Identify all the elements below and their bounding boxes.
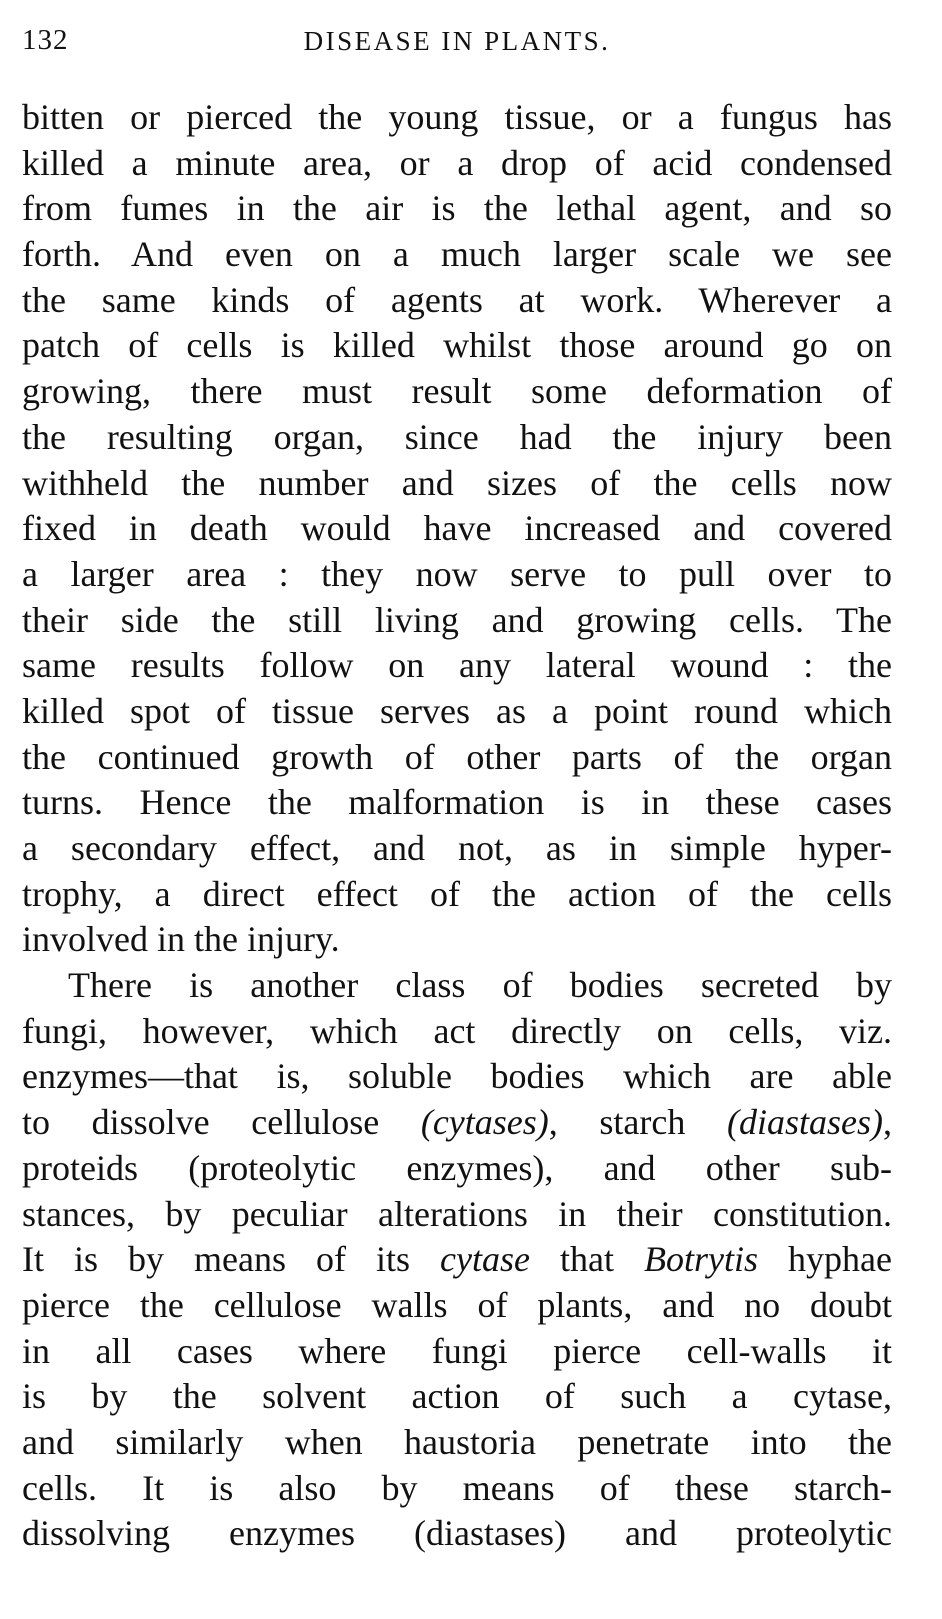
text-line: trophy, a direct effect of the action of the cells [22, 873, 892, 914]
text-line: dissolving enzymes (diastases) and proteolytic [22, 1513, 892, 1554]
text-segment: that [530, 1239, 645, 1280]
text-line: enzymes—that is, soluble bodies which are able [22, 1056, 892, 1097]
text-line: from fumes in the air is the lethal agent, and so [22, 188, 892, 229]
text-line: in all cases where fungi pierce cell-walls it [22, 1330, 892, 1371]
text-line: growing, there must result some deformation of [22, 371, 892, 412]
book-page [22, 0, 892, 1619]
page-number: 132 [22, 24, 69, 56]
text-line: the same kinds of agents at work. Wherever a [22, 279, 892, 320]
text-line: the continued growth of other parts of the organ [22, 736, 892, 777]
text-line: same results follow on any lateral wound : the [22, 645, 892, 686]
text-line: their side the still living and growing cells. The [22, 599, 892, 640]
text-line: the resulting organ, since had the injury been [22, 416, 892, 457]
text-line: bitten or pierced the young tissue, or a fungus has [22, 97, 892, 137]
text-segment: to dissolve cellulose [22, 1102, 421, 1143]
text-line: and similarly when haustoria penetrate into the [22, 1421, 892, 1462]
body-text [22, 95, 892, 1557]
text-line: proteids (proteolytic enzymes), and other sub- [22, 1147, 892, 1188]
text-line: fungi, however, which act directly on cells, viz. [22, 1010, 892, 1051]
text-line: killed spot of tissue serves as a point round which [22, 690, 892, 731]
text-line: is by the solvent action of such a cytase, [22, 1376, 892, 1417]
paragraph-end-line: involved in the injury. [22, 919, 340, 960]
running-head [22, 0, 892, 80]
text-line: a larger area : they now serve to pull over to [22, 553, 892, 594]
italic-term-diastases: (diastases) [727, 1102, 883, 1143]
italic-term-cytases: (cytases) [420, 1102, 549, 1143]
text-line-with-italics [22, 1237, 892, 1283]
text-line: patch of cells is killed whilst those around go on [22, 325, 892, 366]
text-segment: It is by means of its [22, 1239, 441, 1280]
text-line: killed a minute area, or a drop of acid condensed [22, 142, 892, 183]
text-line: pierce the cellulose walls of plants, and no doubt [22, 1284, 892, 1325]
paragraph-start-line: There is another class of bodies secreted by [68, 965, 892, 1006]
text-line: a secondary effect, and not, as in simple hyper- [22, 828, 892, 868]
text-line-with-italics [22, 1100, 892, 1146]
text-line: cells. It is also by means of these starch- [22, 1467, 892, 1508]
text-line: withheld the number and sizes of the cells now [22, 462, 892, 503]
running-title: DISEASE IN PLANTS. [303, 26, 611, 56]
text-line: turns. Hence the malformation is in these cases [22, 782, 892, 823]
text-segment: , [883, 1102, 892, 1143]
italic-term-botrytis: Botrytis [644, 1239, 759, 1280]
italic-term-cytase: cytase [440, 1239, 530, 1280]
text-segment: hyphae [758, 1239, 892, 1280]
text-segment: , starch [548, 1102, 727, 1143]
text-line: fixed in death would have increased and covered [22, 508, 892, 549]
text-line: forth. And even on a much larger scale we see [22, 234, 892, 275]
text-line: stances, by peculiar alterations in their constitution. [22, 1193, 892, 1234]
